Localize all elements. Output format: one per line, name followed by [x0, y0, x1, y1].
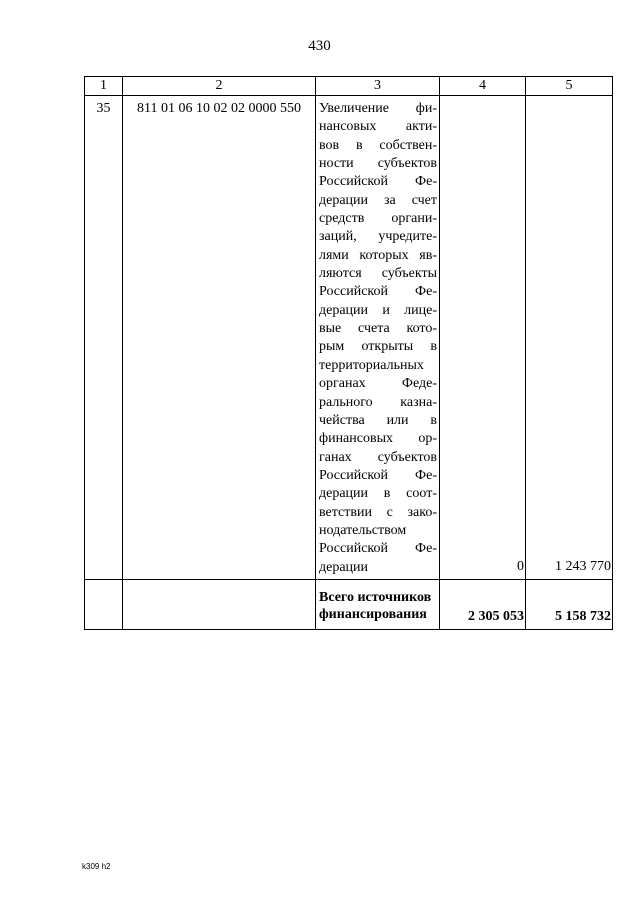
column-header-2: 2 [123, 77, 316, 96]
total-label-line: Всего источников [319, 589, 432, 605]
total-empty-cell [85, 579, 123, 629]
total-row [85, 579, 613, 629]
description-line: территориальных [319, 357, 424, 373]
description-line: Российской Фе- [319, 541, 437, 557]
column-header-4: 4 [440, 77, 526, 96]
description-line: Увеличение фи- [319, 101, 437, 116]
description-line: рым открыты в [319, 339, 437, 355]
row-description [316, 96, 440, 580]
description-line: рального казна- [319, 394, 437, 410]
total-label [316, 579, 440, 629]
description-line: Российской Фе- [319, 284, 437, 300]
table-row [85, 96, 613, 580]
description-line: вые счета кото- [319, 321, 437, 337]
description-line: дерации в соот- [319, 486, 437, 502]
description-line: органах Феде- [319, 376, 437, 392]
description-line: дерации [319, 559, 369, 575]
description-line: ганах субъектов [319, 449, 437, 465]
description-line: ветствии с зако- [319, 504, 437, 520]
description-line: лями которых яв- [319, 247, 437, 263]
column-header-5: 5 [526, 77, 613, 96]
footer-code: k309 h2 [82, 862, 111, 871]
total-value-col4: 2 305 053 [440, 579, 526, 629]
description-line: Российской Фе- [319, 467, 437, 483]
description-line: нансовых акти- [319, 119, 437, 135]
row-code: 811 01 06 10 02 02 0000 550 [123, 96, 316, 580]
description-line: средств органи- [319, 211, 437, 227]
column-header-3: 3 [316, 77, 440, 96]
total-value-col5: 5 158 732 [526, 579, 613, 629]
description-line: вов в собствен- [319, 137, 437, 153]
financing-table [84, 76, 613, 630]
description-line: финансовых ор- [319, 431, 437, 447]
page-number: 430 [308, 38, 331, 54]
description-line: ляются субъекты [319, 266, 437, 282]
row-value-col5: 1 243 770 [526, 96, 613, 580]
description-line: Российской Фе- [319, 174, 437, 190]
description-line: ности субъектов [319, 156, 437, 172]
total-empty-cell [123, 579, 316, 629]
total-label-line: финансирования [319, 606, 427, 622]
description-line: нодательством [319, 522, 407, 538]
description-line: дерации за счет [319, 192, 437, 208]
description-line: заций, учредите- [319, 229, 437, 245]
description-line: дерации и лице- [319, 302, 437, 318]
row-number: 35 [85, 96, 123, 580]
table-header-row [85, 77, 613, 96]
description-line: чейства или в [319, 412, 437, 428]
row-value-col4: 0 [440, 96, 526, 580]
column-header-1: 1 [85, 77, 123, 96]
